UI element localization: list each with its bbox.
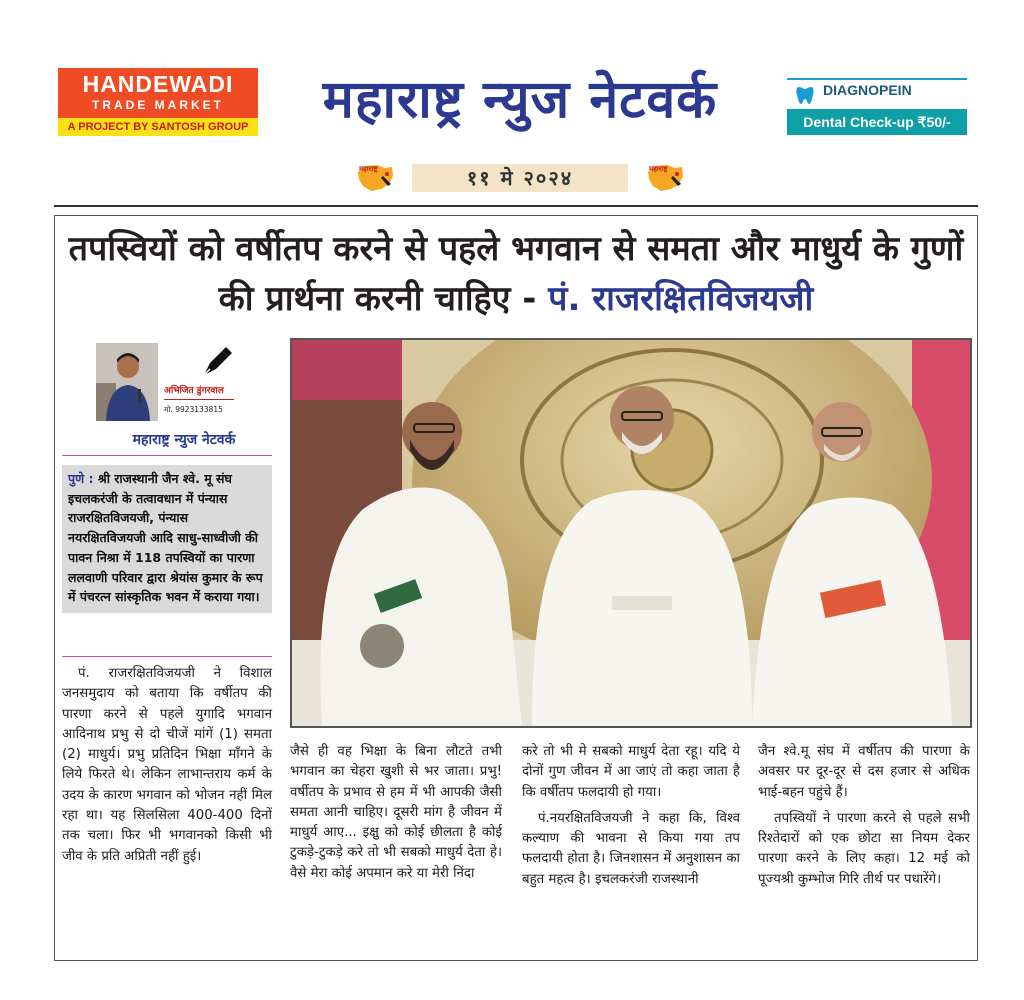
- issue-date: ११ मे २०२४: [412, 164, 628, 192]
- maharashtra-logo-text-right: महाराष्ट्र: [649, 165, 668, 173]
- ad-handewadi-sub: TRADE MARKET: [92, 98, 224, 112]
- dateline-place: पुणे :: [68, 471, 98, 486]
- reporter-card: [162, 343, 236, 421]
- article-column-2: [290, 742, 502, 884]
- headline-text: तपस्वियों को वर्षीतप करने से पहले भगवान से समता और माधुर्य के गुणों की प्रार्थना करनी चाहिए -: [68, 229, 964, 319]
- ad-diagnopein-rule: [787, 78, 967, 80]
- reporter-phone: मो. 9923133815: [164, 405, 223, 414]
- headline-author: पं. राजरक्षितविजयजी: [548, 279, 814, 319]
- masthead-title: महाराष्ट्र न्युज नेटवर्क: [322, 70, 718, 130]
- column-4-paragraph-2: तपस्वियों ने पारणा करने से पहले सभी रिश्तेदारों को एक छोटा सा नियम देकर पारणा करने के लिए कहा। 12 मई को पूज्यश्री कुम्भोज गिरि तीर्थ पर पधारेंगे।: [758, 810, 970, 887]
- ad-diagnopein-offer: Dental Check-up ₹50/-: [787, 109, 967, 135]
- maharashtra-map-logo-left: [355, 162, 395, 194]
- ad-diagnopein-brand: DIAGNOPEIN: [823, 82, 912, 98]
- article-intro: [62, 465, 272, 613]
- intro-rule: [62, 656, 272, 657]
- column-3-paragraph-1: करे तो भी मे सबको माधुर्य देता रहू। यदि ये दोनों गुण जीवन में आ जाएं तो कहा जाता है कि वर्षीतप फलदायी हो गया।: [522, 744, 740, 800]
- fountain-pen-icon: [200, 345, 234, 379]
- column-2-paragraph: जैसे ही वह भिक्षा के बिना लौटते तभी भगवान का चेहरा खुशी से भर जाता। प्रभु! वर्षीतप के प्रभाव से हम में भी आपकी जैसी समता आनी चाहिए। दूसरी मांग है जीवन में माधुर्य आए... इक्षु को कोई छीलता है कोई टुकड़े-टुकड़े करे तो भी सबको माधुर्य देता हे। वैसे मेरा कोई अपमान करे या मेरी निंदा: [290, 744, 502, 881]
- reporter-byline: [96, 343, 236, 421]
- article-column-3: [522, 742, 740, 890]
- reporter-avatar: [96, 343, 158, 421]
- ad-diagnopein-banner[interactable]: [787, 78, 967, 133]
- intro-text: श्री राजस्थानी जैन श्वे. मू संघ इचलकरंजी के तत्वावधान में पंन्यास राजरक्षितविजयजी, पंन्यास नयरक्षितविजयजी आदि साधु-साध्वीजी की पावन निश्रा में 118 तपस्वियों का पारणा ललवाणी परिवार द्वारा श्रेयांस कुमार के रूप में पंचरत्न सांस्कृतिक भवन में कराया गया।: [68, 471, 263, 605]
- network-rule: [62, 455, 272, 456]
- reporter-name: अभिजित डुंगरवाल: [164, 386, 224, 396]
- ad-handewadi-tagline: A PROJECT BY SANTOSH GROUP: [58, 118, 258, 136]
- ad-handewadi-brand: HANDEWADI: [82, 71, 234, 97]
- article-headline: [60, 224, 972, 324]
- network-label: महाराष्ट्र न्युज नेटवर्क: [132, 432, 236, 448]
- maharashtra-logo-text-left: महाराष्ट्र: [359, 165, 378, 173]
- column-3-paragraph-2: पं.नयरक्षितविजयजी ने कहा कि, विश्व कल्याण की भावना से किया गया तप फलदायी होता है। जिनशासन में अनुशासन का बहुत महत्व है। इचलकरंजी राजस्थानी: [522, 810, 740, 887]
- ad-handewadi-top: [58, 68, 258, 118]
- tooth-icon: [793, 84, 817, 108]
- date-row: [355, 162, 685, 194]
- masthead-divider: [54, 205, 978, 207]
- article-column-1: [62, 664, 272, 867]
- column-4-paragraph-1: जैन श्वे.मू संघ में वर्षीतप की पारणा के अवसर पर दूर-दूर से दस हजार से अधिक भाई-बहन पहुंचे हैं।: [758, 744, 970, 800]
- article-photo-monks: [290, 338, 972, 728]
- reporter-name-underline: [164, 399, 234, 400]
- article-column-4: [758, 742, 970, 890]
- column-1-paragraph: पं. राजरक्षितविजयजी ने विशाल जनसमुदाय को बताया कि वर्षीतप की पारणा करने से पहले युगादि भगवान आदिनाथ प्रभु से दो चीजें मांगें (1) समता (2) माधुर्य। प्रभु प्रतिदिन भिक्षा माँगने के लिये फिरते थे। लेकिन लाभान्तराय कर्म के उदय के कारण भगवान को भोजन नहीं मिल रहा था। यह सिलसिला 400-400 दिनों तक चला। फिर भी भगवानको किसी भी जीव के प्रति अप्रिती नहीं हुई।: [62, 666, 272, 864]
- maharashtra-map-logo-right: [645, 162, 685, 194]
- ad-handewadi-banner[interactable]: [58, 68, 258, 138]
